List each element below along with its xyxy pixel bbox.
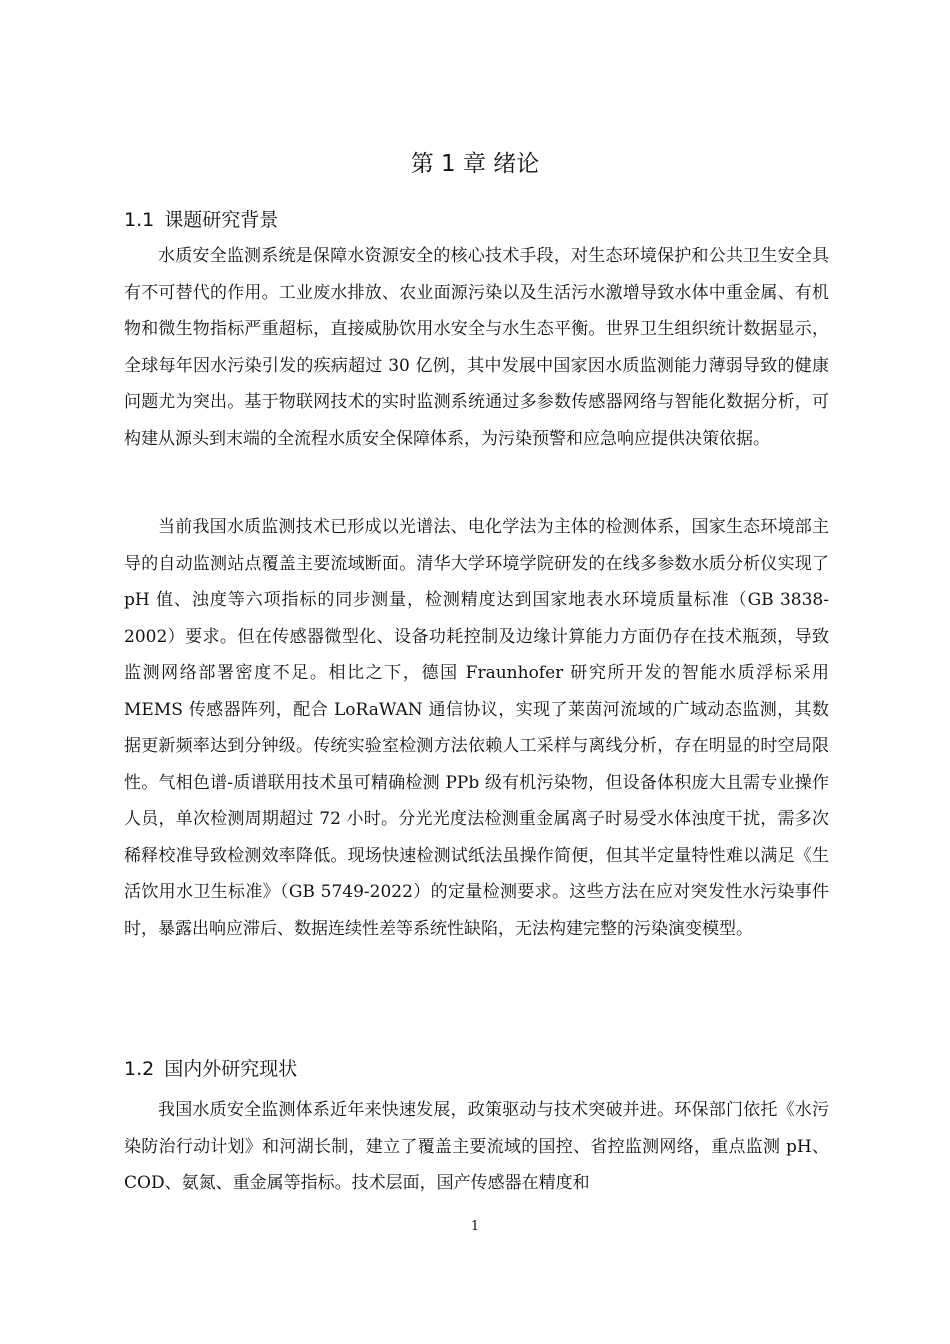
section-title: 国内外研究现状 xyxy=(164,1058,298,1080)
page-number: 1 xyxy=(470,1219,480,1234)
section-number: 1.1 xyxy=(124,209,155,231)
chapter-title: 第 1 章 绪论 xyxy=(410,151,540,177)
section-heading-1-1 xyxy=(124,205,278,235)
paragraph-research-status-1: 我国水质安全监测体系近年来快速发展，政策驱动与技术突破并进。环保部门依托《水污染防治行动计划》和河湖长制，建立了覆盖主要流域的国控、省控监测网络，重点监测 pH、COD、氨氮、重金属等指标。技术层面，国产传感器在精度和 xyxy=(124,1100,829,1193)
section-title: 课题研究背景 xyxy=(164,209,279,231)
section-heading-1-2 xyxy=(124,1054,297,1084)
paragraph-background-1: 水质安全监测系统是保障水资源安全的核心技术手段，对生态环境保护和公共卫生安全具有不可替代的作用。工业废水排放、农业面源污染以及生活污水激增导致水体中重金属、有机物和微生物指标严重超标，直接威胁饮用水安全与水生态平衡。世界卫生组织统计数据显示，全球每年因水污染引发的疾病超过 30 亿例，其中发展中国家因水质监测能力薄弱导致的健康问题尤为突出。基于物联网技术的实时监测系统通过多参数传感器网络与智能化数据分析，可构建从源头到末端的全流程水质安全保障体系，为污染预警和应急响应提供决策依据。 xyxy=(124,246,829,449)
paragraph-background-2: 当前我国水质监测技术已形成以光谱法、电化学法为主体的检测体系，国家生态环境部主导的自动监测站点覆盖主要流域断面。清华大学环境学院研发的在线多参数水质分析仪实现了 pH 值、浊度等六项指标的同步测量，检测精度达到国家地表水环境质量标准（GB 3838-2002）要求。但在传感器微型化、设备功耗控制及边缘计算能力方面仍存在技术瓶颈，导致监测网络部署密度不足。相比之下，德国 Fraunhofer 研究所开发的智能水质浮标采用 MEMS 传感器阵列，配合 LoRaWAN 通信协议，实现了莱茵河流域的广域动态监测，其数据更新频率达到分钟级。传统实验室检测方法依赖人工采样与离线分析，存在明显的时空局限性。气相色谱-质谱联用技术虽可精确检测 PPb 级有机污染物，但设备体积庞大且需专业操作人员，单次检测周期超过 72 小时。分光光度法检测重金属离子时易受水体浊度干扰，需多次稀释校准导致检测效率降低。现场快速检测试纸法虽操作简便，但其半定量特性难以满足《生活饮用水卫生标准》（GB 5749-2022）的定量检测要求。这些方法在应对突发性水污染事件时，暴露出响应滞后、数据连续性差等系统性缺陷，无法构建完整的污染演变模型。 xyxy=(124,517,829,939)
section-number: 1.2 xyxy=(124,1058,155,1080)
